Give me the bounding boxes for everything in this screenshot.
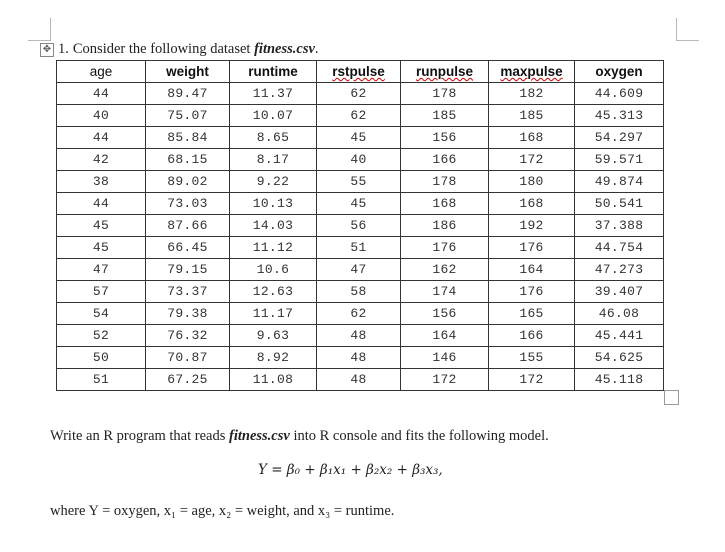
table-cell-rstpulse: 55 xyxy=(317,171,401,193)
table-cell-oxygen: 39.407 xyxy=(575,281,664,303)
table-cell-maxpulse: 185 xyxy=(489,105,575,127)
table-row xyxy=(57,237,664,259)
question-intro xyxy=(58,41,319,58)
table-cell-maxpulse: 172 xyxy=(489,149,575,171)
table-row xyxy=(57,347,664,369)
table-cell-weight: 75.07 xyxy=(146,105,230,127)
table-cell-rstpulse: 48 xyxy=(317,325,401,347)
table-row xyxy=(57,325,664,347)
table-cell-age: 57 xyxy=(57,281,146,303)
table-cell-weight: 79.15 xyxy=(146,259,230,281)
intro-trail: . xyxy=(314,41,319,57)
header-rstpulse: rstpulse xyxy=(317,61,401,83)
table-cell-runtime: 11.08 xyxy=(230,369,317,391)
table-header-row xyxy=(57,61,664,83)
table-cell-weight: 67.25 xyxy=(146,369,230,391)
table-cell-age: 54 xyxy=(57,303,146,325)
table-cell-maxpulse: 168 xyxy=(489,127,575,149)
table-cell-runtime: 11.12 xyxy=(230,237,317,259)
table-cell-age: 42 xyxy=(57,149,146,171)
table-cell-runtime: 12.63 xyxy=(230,281,317,303)
table-cell-rstpulse: 47 xyxy=(317,259,401,281)
table-row xyxy=(57,127,664,149)
table-cell-oxygen: 44.754 xyxy=(575,237,664,259)
table-cell-runpulse: 164 xyxy=(401,325,489,347)
table-cell-runpulse: 178 xyxy=(401,171,489,193)
table-cell-rstpulse: 45 xyxy=(317,193,401,215)
table-cell-weight: 85.84 xyxy=(146,127,230,149)
table-cell-maxpulse: 164 xyxy=(489,259,575,281)
table-cell-weight: 70.87 xyxy=(146,347,230,369)
table-cell-oxygen: 49.874 xyxy=(575,171,664,193)
variable-definitions: where Y = oxygen, x₁ = age, x₂ = weight, and x₃ = runtime. xyxy=(50,503,395,519)
table-row xyxy=(57,281,664,303)
table-cell-rstpulse: 51 xyxy=(317,237,401,259)
fitness-data-table xyxy=(56,60,664,391)
table-cell-runpulse: 172 xyxy=(401,369,489,391)
table-row xyxy=(57,83,664,105)
table-cell-runpulse: 156 xyxy=(401,127,489,149)
table-cell-age: 52 xyxy=(57,325,146,347)
table-cell-runpulse: 178 xyxy=(401,83,489,105)
header-runpulse: runpulse xyxy=(401,61,489,83)
table-cell-maxpulse: 165 xyxy=(489,303,575,325)
table-cell-weight: 89.02 xyxy=(146,171,230,193)
table-move-handle-icon[interactable]: ✥ xyxy=(40,43,54,57)
table-cell-oxygen: 59.571 xyxy=(575,149,664,171)
table-cell-oxygen: 45.313 xyxy=(575,105,664,127)
table-cell-age: 38 xyxy=(57,171,146,193)
table-cell-age: 51 xyxy=(57,369,146,391)
table-cell-runpulse: 146 xyxy=(401,347,489,369)
table-cell-weight: 68.15 xyxy=(146,149,230,171)
table-row xyxy=(57,259,664,281)
table-cell-maxpulse: 176 xyxy=(489,237,575,259)
table-cell-runtime: 14.03 xyxy=(230,215,317,237)
table-cell-rstpulse: 56 xyxy=(317,215,401,237)
table-cell-runtime: 8.65 xyxy=(230,127,317,149)
table-cell-runpulse: 156 xyxy=(401,303,489,325)
table-cell-oxygen: 54.297 xyxy=(575,127,664,149)
table-cell-age: 47 xyxy=(57,259,146,281)
table-cell-runtime: 11.17 xyxy=(230,303,317,325)
page-corner-mark-left xyxy=(28,18,51,41)
table-row xyxy=(57,193,664,215)
table-row xyxy=(57,369,664,391)
table-cell-runpulse: 176 xyxy=(401,237,489,259)
table-cell-weight: 73.37 xyxy=(146,281,230,303)
header-weight: weight xyxy=(146,61,230,83)
table-cell-age: 45 xyxy=(57,237,146,259)
question-number: 1. xyxy=(58,41,69,57)
table-cell-runtime: 8.17 xyxy=(230,149,317,171)
intro-filename: fitness.csv xyxy=(254,41,315,57)
table-cell-rstpulse: 45 xyxy=(317,127,401,149)
table-cell-maxpulse: 168 xyxy=(489,193,575,215)
table-cell-maxpulse: 155 xyxy=(489,347,575,369)
table-cell-oxygen: 45.441 xyxy=(575,325,664,347)
table-cell-maxpulse: 166 xyxy=(489,325,575,347)
table-cell-rstpulse: 62 xyxy=(317,83,401,105)
table-cell-maxpulse: 192 xyxy=(489,215,575,237)
table-cell-age: 44 xyxy=(57,193,146,215)
table-cell-rstpulse: 62 xyxy=(317,303,401,325)
table-cell-oxygen: 50.541 xyxy=(575,193,664,215)
table-cell-runpulse: 168 xyxy=(401,193,489,215)
table-cell-runtime: 11.37 xyxy=(230,83,317,105)
table-cell-age: 50 xyxy=(57,347,146,369)
header-age: age xyxy=(57,61,146,83)
table-cell-rstpulse: 48 xyxy=(317,369,401,391)
table-cell-age: 44 xyxy=(57,127,146,149)
table-cell-weight: 73.03 xyxy=(146,193,230,215)
table-cell-runtime: 9.63 xyxy=(230,325,317,347)
table-cell-weight: 66.45 xyxy=(146,237,230,259)
table-cell-weight: 87.66 xyxy=(146,215,230,237)
table-cell-oxygen: 45.118 xyxy=(575,369,664,391)
table-cell-oxygen: 44.609 xyxy=(575,83,664,105)
page-corner-mark-right xyxy=(676,18,699,41)
table-cell-runtime: 10.07 xyxy=(230,105,317,127)
table-row xyxy=(57,303,664,325)
instruction-line: Write an R program that reads fitness.csv into R console and fits the following model. xyxy=(50,428,549,444)
table-cell-maxpulse: 176 xyxy=(489,281,575,303)
table-cell-runtime: 9.22 xyxy=(230,171,317,193)
table-cell-maxpulse: 172 xyxy=(489,369,575,391)
table-cell-maxpulse: 180 xyxy=(489,171,575,193)
table-cell-runpulse: 174 xyxy=(401,281,489,303)
table-cell-rstpulse: 62 xyxy=(317,105,401,127)
table-cell-rstpulse: 40 xyxy=(317,149,401,171)
table-cell-oxygen: 47.273 xyxy=(575,259,664,281)
table-cell-runpulse: 166 xyxy=(401,149,489,171)
table-cell-runtime: 10.6 xyxy=(230,259,317,281)
table-cell-maxpulse: 182 xyxy=(489,83,575,105)
table-cell-oxygen: 37.388 xyxy=(575,215,664,237)
instruction-filename: fitness.csv xyxy=(229,428,290,444)
table-cell-runpulse: 185 xyxy=(401,105,489,127)
table-row xyxy=(57,171,664,193)
model-equation: Y = β₀ + β₁x₁ + β₂x₂ + β₃x₃, xyxy=(258,462,443,478)
table-cell-oxygen: 46.08 xyxy=(575,303,664,325)
table-cell-weight: 76.32 xyxy=(146,325,230,347)
table-row xyxy=(57,149,664,171)
table-cell-rstpulse: 48 xyxy=(317,347,401,369)
table-cell-weight: 89.47 xyxy=(146,83,230,105)
intro-text: Consider the following dataset xyxy=(72,41,251,57)
table-cell-age: 44 xyxy=(57,83,146,105)
header-runtime: runtime xyxy=(230,61,317,83)
table-cell-oxygen: 54.625 xyxy=(575,347,664,369)
table-resize-handle-icon[interactable] xyxy=(664,390,679,405)
header-maxpulse: maxpulse xyxy=(489,61,575,83)
table-cell-age: 45 xyxy=(57,215,146,237)
table-cell-runtime: 10.13 xyxy=(230,193,317,215)
table-cell-runpulse: 186 xyxy=(401,215,489,237)
table-row xyxy=(57,105,664,127)
table-cell-runtime: 8.92 xyxy=(230,347,317,369)
table-row xyxy=(57,215,664,237)
table-cell-runpulse: 162 xyxy=(401,259,489,281)
header-oxygen: oxygen xyxy=(575,61,664,83)
table-cell-weight: 79.38 xyxy=(146,303,230,325)
table-cell-age: 40 xyxy=(57,105,146,127)
table-cell-rstpulse: 58 xyxy=(317,281,401,303)
